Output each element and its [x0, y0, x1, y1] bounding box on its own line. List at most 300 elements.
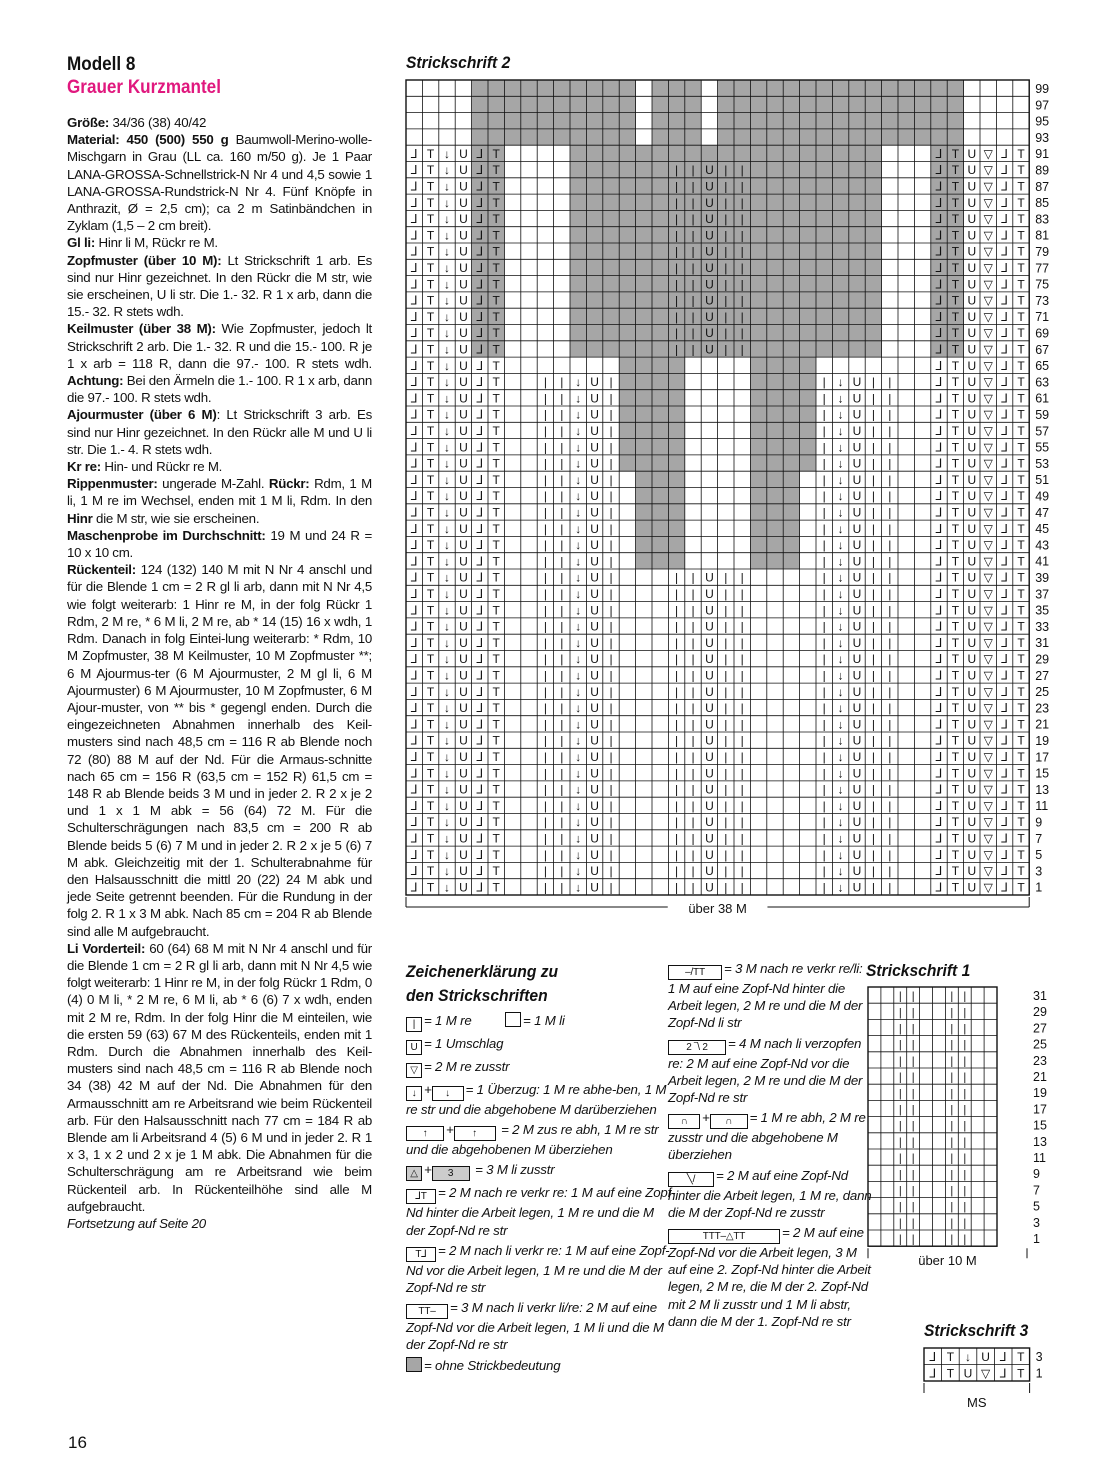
stitch-symbol: |	[724, 717, 728, 732]
stitch-symbol: |	[871, 766, 875, 781]
stitch-symbol: U	[967, 212, 977, 227]
stitch-symbol: U	[590, 847, 599, 862]
stitch-symbol: |	[822, 456, 826, 471]
stitch-symbol: |	[609, 587, 613, 602]
grey-cell	[570, 113, 586, 129]
stitch-symbol: |	[950, 1136, 954, 1149]
legend-item: T⅃ = 2 M nach li verkr re: 1 M auf eine Zopf-Nd vor die Arbeit legen, 1 M re und die M der Zopf-Nd re str	[406, 1242, 670, 1296]
stitch-symbol: T	[426, 179, 435, 194]
stitch-symbol: ↓	[444, 603, 450, 618]
stitch-symbol: ⅃	[410, 635, 418, 650]
stitch-symbol: ⅃	[476, 750, 484, 765]
stitch-symbol: |	[950, 1087, 954, 1100]
grey-cell	[586, 145, 602, 161]
stitch-symbol: ↓	[575, 521, 582, 536]
stitch-symbol: U	[590, 635, 599, 650]
grey-cell	[652, 113, 668, 129]
stitch-symbol: ↓	[444, 831, 450, 846]
stitch-symbol: ▽	[983, 733, 993, 748]
stitch-symbol: U	[705, 619, 714, 634]
row-number: 69	[1035, 326, 1050, 341]
stitch-symbol: ⅃	[476, 342, 484, 357]
grey-cell	[586, 96, 602, 112]
grey-cell	[783, 439, 799, 455]
stitch-symbol: ⅃	[935, 358, 943, 373]
stitch-symbol: U	[705, 701, 714, 716]
stitch-symbol: ↓	[444, 309, 450, 324]
grey-cell	[767, 488, 783, 504]
stitch-symbol: U	[459, 684, 468, 699]
grey-cell	[914, 113, 930, 129]
grey-cell	[668, 145, 684, 161]
grey-cell	[816, 243, 832, 259]
stitch-symbol: |	[609, 733, 613, 748]
stitch-symbol: U	[705, 717, 714, 732]
stitch-symbol: |	[691, 668, 695, 683]
legend-item: △ + 3 = 3 M li zusstr	[406, 1161, 676, 1181]
stitch-symbol: ↓	[575, 701, 582, 716]
stitch-symbol: |	[740, 652, 744, 667]
stitch-symbol: |	[740, 619, 744, 634]
stitch-symbol: ↓	[837, 717, 844, 732]
stitch-symbol: T	[492, 619, 500, 634]
stitch-symbol: T	[426, 391, 435, 406]
cdd-icon: ↑	[406, 1126, 444, 1141]
stitch-symbol: |	[888, 782, 892, 797]
stitch-symbol: ▽	[983, 864, 993, 879]
stitch-symbol: |	[609, 717, 613, 732]
stitch-symbol: |	[543, 456, 547, 471]
stitch-symbol: T	[426, 750, 435, 765]
stitch-symbol: |	[724, 733, 728, 748]
stitch-symbol: ⅃	[476, 880, 484, 895]
stitch-symbol: |	[822, 831, 826, 846]
stitch-symbol: ▽	[983, 684, 993, 699]
stitch-symbol: U	[459, 228, 468, 243]
stitch-symbol: ↓	[444, 277, 450, 292]
stitch-symbol: U	[963, 1366, 973, 1381]
grey-cell	[783, 406, 799, 422]
instruction-paragraph: Größe: 34/36 (38) 40/42	[67, 115, 207, 130]
stitch-symbol: U	[459, 195, 468, 210]
stitch-symbol: |	[675, 326, 679, 341]
stitch-symbol: ⅃	[476, 864, 484, 879]
stitch-symbol: |	[963, 1006, 967, 1019]
stitch-symbol: ⅃	[476, 277, 484, 292]
stitch-symbol: |	[609, 668, 613, 683]
stitch-symbol: |	[560, 570, 564, 585]
grey-cell	[865, 292, 881, 308]
grey-cell	[668, 471, 684, 487]
grey-cell	[816, 210, 832, 226]
row-number: 5	[1035, 848, 1043, 863]
stitch-symbol: |	[609, 847, 613, 862]
grey-cell	[914, 129, 930, 145]
stitch-symbol: T	[492, 847, 500, 862]
stitch-symbol: U	[967, 309, 977, 324]
stitch-symbol: U	[459, 587, 468, 602]
stitch-symbol: |	[609, 472, 613, 487]
stitch-symbol: |	[691, 701, 695, 716]
stitch-symbol: |	[871, 798, 875, 813]
stitch-symbol: ⅃	[410, 163, 418, 178]
stitch-symbol: T	[492, 635, 500, 650]
stitch-symbol: ⅃	[1001, 179, 1008, 194]
stitch-symbol: |	[888, 570, 892, 585]
grey-cell	[652, 341, 668, 357]
stitch-symbol: ⅃	[1001, 309, 1008, 324]
stitch-symbol: T	[426, 717, 435, 732]
stitch-symbol: |	[822, 798, 826, 813]
stitch-symbol: T	[1017, 603, 1025, 618]
stitch-symbol: |	[543, 668, 547, 683]
row-number: 65	[1035, 359, 1050, 374]
grey-cell	[603, 292, 619, 308]
stitch-symbol: ↓	[444, 358, 450, 373]
stitch-symbol: T	[492, 587, 500, 602]
grey-cell	[652, 373, 668, 389]
grey-cell	[652, 536, 668, 552]
grey-cell	[750, 553, 766, 569]
stitch-symbol: T	[1017, 554, 1025, 569]
stitch-symbol: |	[675, 831, 679, 846]
stitch-symbol: |	[871, 407, 875, 422]
instruction-paragraph: Material: 450 (500) 550 g Baumwoll-Merino-wolle-Mischgarn in Grau (LL ca. 160 m/50 g). Je 1 Paar LANA-GROSSA-Schnellstrick-N Nr 4 und 4,5 sowie 1 LANA-GROSSA-Rundstrick-N Nr 4. Fünf Knöpfe in Anthrazit, Ø = 2,5 cm); ca 2 m Satinbändchen in Zyklam (1,5 – 2 cm breit).	[67, 132, 372, 234]
stitch-symbol: ⅃	[476, 815, 484, 830]
grey-cell	[800, 129, 816, 145]
stitch-symbol: ⅃	[476, 603, 484, 618]
stitch-symbol: ⅃	[1001, 440, 1008, 455]
stitch-symbol: |	[950, 1217, 954, 1230]
row-number: 5	[1033, 1199, 1040, 1214]
stitch-symbol: U	[459, 847, 468, 862]
stitch-symbol: ↓	[444, 391, 450, 406]
stitch-symbol: |	[740, 163, 744, 178]
grey-cell	[668, 504, 684, 520]
stitch-symbol: U	[967, 880, 977, 895]
stitch-symbol: ↓	[444, 766, 450, 781]
grey-cell	[488, 129, 504, 145]
stitch-symbol: T	[951, 228, 960, 243]
stitch-symbol: T	[426, 424, 435, 439]
stitch-symbol: U	[705, 782, 714, 797]
stitch-symbol: U	[590, 733, 599, 748]
stitch-symbol: ↓	[444, 244, 450, 259]
row-number: 63	[1035, 375, 1050, 390]
stitch-symbol: ↓	[575, 668, 582, 683]
grey-cell	[636, 325, 652, 341]
k2tog-icon: ▽	[406, 1063, 422, 1078]
stitch-symbol: T	[426, 309, 435, 324]
grey-cell	[849, 145, 865, 161]
stitch-symbol: ⅃	[935, 847, 943, 862]
stitch-symbol: T	[492, 782, 500, 797]
stitch-symbol: |	[822, 375, 826, 390]
stitch-symbol: ↓	[837, 831, 844, 846]
stitch-symbol: ▽	[983, 570, 993, 585]
stitch-symbol: ▽	[983, 309, 993, 324]
stitch-symbol: |	[963, 1104, 967, 1117]
grey-cell	[570, 178, 586, 194]
stitch-symbol: |	[724, 782, 728, 797]
stitch-symbol: T	[426, 831, 435, 846]
stitch-symbol: |	[871, 880, 875, 895]
grey-cell	[619, 80, 635, 96]
stitch-symbol: ⅃	[1001, 603, 1008, 618]
grey-cell	[472, 129, 488, 145]
stitch-symbol: U	[705, 261, 714, 276]
stitch-symbol: |	[871, 505, 875, 520]
stitch-symbol: |	[543, 717, 547, 732]
grey-cell	[652, 259, 668, 275]
stitch-symbol: ▽	[983, 261, 993, 276]
stitch-symbol: |	[740, 701, 744, 716]
stitch-symbol: ⅃	[935, 195, 943, 210]
grey-cell	[652, 194, 668, 210]
grey-cell	[947, 113, 963, 129]
grey-cell	[652, 80, 668, 96]
stitch-symbol: |	[543, 424, 547, 439]
stitch-symbol: T	[426, 766, 435, 781]
grey-cell	[898, 80, 914, 96]
grey-cell	[570, 227, 586, 243]
row-number: 29	[1033, 1005, 1047, 1020]
cross-right-icon: ⅃T	[406, 1189, 436, 1204]
stitch-symbol: ↓	[444, 570, 450, 585]
stitch-symbol: U	[459, 293, 468, 308]
stitch-symbol: |	[724, 228, 728, 243]
stitch-symbol: ↓	[837, 766, 844, 781]
stitch-symbol: |	[724, 261, 728, 276]
stitch-symbol: ↓	[837, 456, 844, 471]
stitch-symbol: ▽	[983, 440, 993, 455]
grey-cell	[652, 520, 668, 536]
stitch-symbol: U	[705, 212, 714, 227]
stitch-symbol: |	[898, 1087, 902, 1100]
stitch-symbol: ↓	[444, 847, 450, 862]
grey-cell	[767, 357, 783, 373]
stitch-symbol: |	[911, 1233, 915, 1246]
stitch-symbol: |	[911, 1104, 915, 1117]
stitch-symbol: ⅃	[935, 701, 943, 716]
stitch-symbol: ↓	[444, 635, 450, 650]
stitch-symbol: U	[459, 619, 468, 634]
stitch-symbol: U	[705, 798, 714, 813]
stitch-symbol: ↓	[575, 472, 582, 487]
stitch-symbol: |	[724, 195, 728, 210]
stitch-symbol: |	[822, 505, 826, 520]
row-number: 51	[1035, 473, 1050, 488]
cable-4-icon: 2 ‾\ 2	[668, 1040, 726, 1055]
grey-cell	[521, 113, 537, 129]
stitch-symbol: T	[1017, 212, 1025, 227]
grey-cell	[816, 162, 832, 178]
stitch-symbol: |	[871, 391, 875, 406]
grey-cell	[800, 357, 816, 373]
row-number: 83	[1035, 212, 1050, 227]
grey-cell	[636, 373, 652, 389]
stitch-symbol: |	[543, 472, 547, 487]
grey-cell	[636, 162, 652, 178]
stitch-symbol: ⅃	[1001, 538, 1008, 553]
stitch-symbol: ⅃	[1001, 505, 1008, 520]
stitch-symbol: U	[459, 701, 468, 716]
stitch-symbol: ⅃	[1001, 163, 1008, 178]
grey-cell	[800, 292, 816, 308]
stitch-symbol: U	[705, 684, 714, 699]
stitch-symbol: |	[691, 212, 695, 227]
grey-cell	[783, 145, 799, 161]
stitch-symbol: |	[898, 1039, 902, 1052]
stitch-symbol: U	[967, 603, 977, 618]
grey-cell	[800, 406, 816, 422]
stitch-symbol: |	[888, 766, 892, 781]
grey-cell	[767, 390, 783, 406]
stitch-symbol: ⅃	[410, 684, 418, 699]
stitch-symbol: T	[951, 717, 960, 732]
stitch-symbol: |	[822, 864, 826, 879]
stitch-symbol: ⅃	[935, 424, 943, 439]
stitch-symbol: |	[691, 570, 695, 585]
stitch-symbol: ⅃	[476, 326, 484, 341]
stitch-symbol: U	[852, 750, 862, 765]
grey-cell	[865, 80, 881, 96]
grey-cell	[849, 178, 865, 194]
grey-cell	[865, 243, 881, 259]
stitch-symbol: ↓	[444, 424, 450, 439]
grey-cell	[947, 80, 963, 96]
grey-cell	[750, 471, 766, 487]
stitch-symbol: ↓	[444, 407, 450, 422]
stitch-symbol: ⅃	[935, 179, 943, 194]
stitch-symbol: U	[590, 375, 599, 390]
row-number: 93	[1035, 130, 1050, 145]
row-number: 29	[1035, 652, 1050, 667]
stitch-symbol: U	[967, 342, 977, 357]
stitch-symbol: ⅃	[935, 407, 943, 422]
stitch-symbol: T	[492, 163, 500, 178]
stitch-symbol: |	[724, 880, 728, 895]
grey-cell	[734, 113, 750, 129]
stitch-symbol: T	[492, 489, 500, 504]
stitch-symbol: ↓	[444, 717, 450, 732]
stitch-symbol: U	[967, 146, 977, 161]
grey-cell	[849, 80, 865, 96]
stitch-symbol: |	[543, 880, 547, 895]
stitch-symbol: ↓	[444, 228, 450, 243]
row-number: 89	[1035, 163, 1050, 178]
stitch-symbol: U	[459, 456, 468, 471]
stitch-symbol: |	[609, 766, 613, 781]
grey-cell	[652, 471, 668, 487]
stitch-symbol: |	[543, 815, 547, 830]
stitch-symbol: |	[888, 684, 892, 699]
row-number: 13	[1033, 1134, 1047, 1149]
stitch-symbol: U	[590, 619, 599, 634]
stitch-symbol: |	[950, 1006, 954, 1019]
row-number: 61	[1035, 391, 1050, 406]
row-number: 31	[1033, 988, 1047, 1003]
stitch-symbol: T	[951, 847, 960, 862]
stitch-symbol: ↓	[837, 701, 844, 716]
grey-cell	[570, 194, 586, 210]
stitch-symbol: |	[950, 1071, 954, 1084]
grey-cell	[750, 194, 766, 210]
stitch-symbol: ⅃	[929, 1366, 937, 1381]
grey-cell	[783, 80, 799, 96]
stitch-symbol: ▽	[983, 228, 993, 243]
stitch-symbol: ⅃	[1001, 864, 1008, 879]
stitch-symbol: |	[691, 635, 695, 650]
stitch-symbol: ↓	[575, 831, 582, 846]
stitch-symbol: ▽	[983, 619, 993, 634]
stitch-symbol: |	[691, 880, 695, 895]
stitch-symbol: U	[459, 146, 468, 161]
stitch-symbol: T	[1017, 1349, 1025, 1364]
grey-cell	[521, 80, 537, 96]
stitch-symbol: ⅃	[476, 309, 484, 324]
stitch-symbol: ↓	[575, 538, 582, 553]
instruction-paragraph: Keilmuster (über 38 M): Wie Zopfmuster, jedoch lt Strickschrift 2 arb. Die 1.- 32. R und die 15.- 100. R je 1 x arb = 118 R, dann die 97.- 100. R stets wdh. Achtung: Bei den Ärmeln die 1.- 100. R 1 x arb, dann die 97.- 100. R stets wdh.	[67, 321, 372, 406]
stitch-symbol: ↓	[575, 684, 582, 699]
legend-item: ∩ + ∩ = 1 M re abh, 2 M re zusstr und die abgehobene M überziehen	[668, 1110, 866, 1163]
grey-cell	[603, 308, 619, 324]
row-number: 79	[1035, 245, 1050, 260]
stitch-symbol: ⅃	[935, 309, 943, 324]
stitch-symbol: ⅃	[1001, 815, 1008, 830]
legend-item: –/TT = 3 M nach re verkr re/li: 1 M auf eine Zopf-Nd hinter die Arbeit legen, 2 M re und die M der Zopf-Nd li str	[668, 961, 863, 1031]
stitch-symbol: ↓	[575, 717, 582, 732]
grey-cell	[619, 96, 635, 112]
stitch-symbol: T	[1017, 766, 1025, 781]
stitch-symbol: ↓	[837, 815, 844, 830]
stitch-symbol: |	[740, 342, 744, 357]
stitch-symbol: ⅃	[935, 652, 943, 667]
grey-cell	[816, 341, 832, 357]
row-number: 97	[1035, 98, 1050, 113]
stitch-symbol: U	[590, 521, 599, 536]
stitch-symbol: ↓	[837, 521, 844, 536]
stitch-symbol: T	[426, 342, 435, 357]
stitch-symbol: |	[740, 326, 744, 341]
stitch-symbol: ↓	[444, 668, 450, 683]
stitch-symbol: ↓	[575, 489, 582, 504]
grey-cell	[750, 341, 766, 357]
stitch-symbol: U	[590, 717, 599, 732]
stitch-symbol: T	[951, 261, 960, 276]
stitch-symbol: |	[871, 635, 875, 650]
stitch-symbol: U	[967, 505, 977, 520]
stitch-symbol: ↓	[837, 864, 844, 879]
stitch-symbol: T	[1017, 1366, 1025, 1381]
stitch-symbol: U	[967, 782, 977, 797]
grey-cell	[898, 96, 914, 112]
stitch-symbol: ⅃	[410, 603, 418, 618]
stitch-symbol: ⅃	[1001, 424, 1008, 439]
stitch-symbol: |	[691, 619, 695, 634]
legend-item: = ohne Strickbedeutung	[406, 1357, 676, 1374]
stitch-symbol: ⅃	[410, 652, 418, 667]
grey-cell	[783, 194, 799, 210]
stitch-symbol: ⅃	[935, 212, 943, 227]
stitch-symbol: ↓	[444, 652, 450, 667]
grey-cell	[636, 308, 652, 324]
stitch-symbol: U	[590, 798, 599, 813]
grey-cell	[865, 341, 881, 357]
grey-cell	[816, 80, 832, 96]
grey-cell	[783, 455, 799, 471]
grey-cell	[767, 227, 783, 243]
